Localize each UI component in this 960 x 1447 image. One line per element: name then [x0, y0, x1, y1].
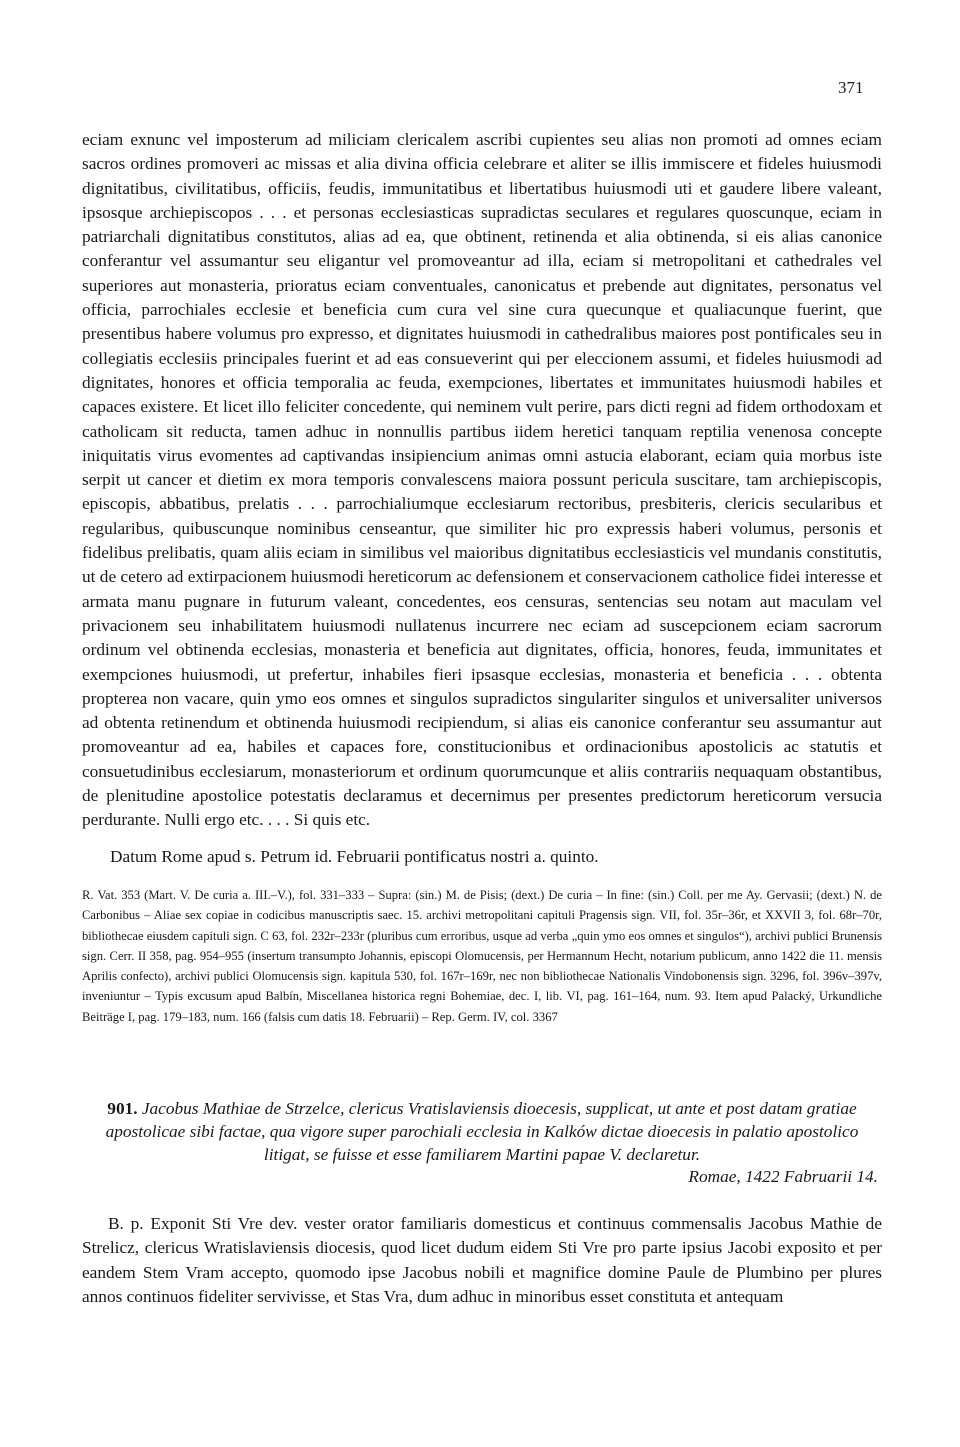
footnote-apparatus: R. Vat. 353 (Mart. V. De curia a. III.–V.), fol. 331–333 – Supra: (sin.) M. de Pisis; (dext.) De curia – In fine: (sin.) Coll. per me Ay. Gervasii; (dext.) N. de Carbonibus – Aliae sex copiae in codicibus manuscriptis saec. 15. archivi metropolitani capituli Pragensis sign. VII, fol. 35r–36r, et XXVII 3, fol. 68r–70r, bibliothecae eiusdem capituli sign. C 63, fol. 232r–233r (pluribus cum erroribus, usque ad verba „quin ymo eos omnes et singulos“), archivi publici Brunensis sign. Cerr. II 358, pag. 954–955 (insertum transumpto Johannis, episcopi Olomucensis, per Hermannum Hecht, notarium publicum, anno 1422 die 11. mensis Aprilis confecto), archivi publici Olomucensis sign. kapitula 530, fol. 167r–169r, nec non bibliothecae Nationalis Vindobonensis sign. 3296, fol. 396v–397v, inveniuntur – Typis excusum apud Balbín, Miscellanea historica regni Bohemiae, dec. I, lib. VI, pag. 161–164, num. 93. Item apud Palacký, Urkundliche Beiträge I, pag. 179–183, num. 166 (falsis cum datis 18. Februarii) – Rep. Germ. IV, col. 3367: [82, 888, 882, 1024]
datum-line: Datum Rome apud s. Petrum id. Februarii pontificatus nostri a. quinto.: [110, 847, 599, 866]
main-text: [82, 128, 882, 833]
main-paragraph: eciam exnunc vel imposterum ad miliciam clericalem ascribi cupientes seu alias non promoti ad omnes eciam sacros ordines promoveri ac missas et alia divina officia celebrare et aliter se illis immiscere et fideles huiusmodi dignitatibus, civilitatibus, officiis, feudis, immunitatibus et libertatibus huiusmodi uti et gaudere libere valeant, ipsosque archiepiscopos . . . et personas ecclesiasticas supradictas seculares et regulares quoscunque, eciam in patriarchali dignitatibus constitutos, alias ad ea, que obtinent, retinenda et alia obtinenda, si eis alias canonice conferantur vel assumantur seu eligantur vel promoveantur ad illa, eciam si metropolitani et cathedrales vel superiores aut monasteria, prioratus eciam conventuales, canonicatus et prebende aut dignitates, personatus vel officia, parrochiales ecclesie et beneficia cum cura vel sine cura quecunque et qualiacunque fuerint, que presentibus habere volumus pro expresso, et dignitates huiusmodi in cathedralibus maiores post pontificales seu in collegiatis ecclesiis principales fuerint et ad eas consueverint qui per eleccionem assumi, et fideles huiusmodi ad dignitates, honores et officia temporalia ac feuda, exempciones, libertates et immunitates huiusmodi habiles et capaces existere. Et licet illo feliciter concedente, qui neminem vult perire, pars dicti regni ad fidem orthodoxam et catholicam sit reducta, tamen adhuc in nonnullis partibus iidem heretici tanquam reptilia venenosa concepte iniquitatis virus evomentes ad captivandas insipiencium animas omni astucia elaborant, eciam quia morbus iste serpit ut cancer et dietim ex mora temporis convalescens maiora possunt pericula suscitare, tam archiepiscopis, episcopis, abbatibus, prelatis . . . parrochialiumque ecclesiarum rectoribus, presbiteris, clericis secularibus et regularibus, quibuscunque nominibus censeantur, que similiter hic pro expressis haberi volumus, personis et fidelibus prelibatis, quam aliis eciam in similibus vel maioribus dignitatibus ecclesiasticis vel mundanis constitutis, ut de cetero ad extirpacionem huiusmodi hereticorum ac defensionem et conservacionem catholice fidei interesse et armata manu pugnare in futurum valeant, concedentes, eos censuras, sentencias seu notam aut maculam vel privacionem seu inhabilitatem huiusmodi nullatenus incurrere nec eciam ad suscepcionem eciam sacrorum ordinum vel obtinenda ecclesias, monasteria et beneficia aut dignitates, officia, honores, feuda, immunitates et exempciones huiusmodi, ut prefertur, inhabiles fieri ipsasque ecclesias, monasteria et beneficia . . . obtenta propterea non vacare, quin ymo eos omnes et singulos supradictos singulariter singulos et universaliter universos ad obtenta retinendum et obtinenda huiusmodi recipiendum, si alias eis canonice conferantur seu assumantur aut promoveantur ad ea, habiles et capaces fore, constitucionibus et ordinacionibus apostolicis ac statutis et consuetudinibus ecclesiarum, monasteriorum et ordinum quorumcunque et aliis contrariis nequaquam obstantibus, de plenitudine apostolice potestatis declaramus et decernimus per presentes predictorum hereticorum versucia perdurante. Nulli ergo etc. . . . Si quis etc.: [82, 130, 882, 830]
document-number: 901.: [107, 1099, 138, 1118]
page-number: 371: [838, 78, 864, 97]
document-heading: [82, 1097, 882, 1166]
document-summary: Jacobus Mathiae de Strzelce, clericus Vratislaviensis dioecesis, supplicat, ut ante et post datam gratiae apostolicae sibi factae, qua vigore super parochiali ecclesia in Kalków dictae dioecesis in palatio apostolico litigat, se fuisse et esse familiarem Martini papae V. declaretur.: [105, 1099, 859, 1164]
document-text: B. p. Exponit Sti Vre dev. vester orator familiaris domesticus et continuus commensalis Jacobus Mathie de Strelicz, clericus Wratislaviensis diocesis, quod licet dudum eidem Sti Vre pro parte ipsius Jacobi exposito et per eandem Stem Vram accepto, quomodo ipse Jacobus nobili et magnifice domine Paule de Plumbino per plures annos continuos fideliter servivisse, et Stas Vra, dum adhuc in minoribus esset constituta et antequam: [82, 1214, 882, 1306]
document-date: Romae, 1422 Fabruarii 14.: [688, 1167, 878, 1186]
